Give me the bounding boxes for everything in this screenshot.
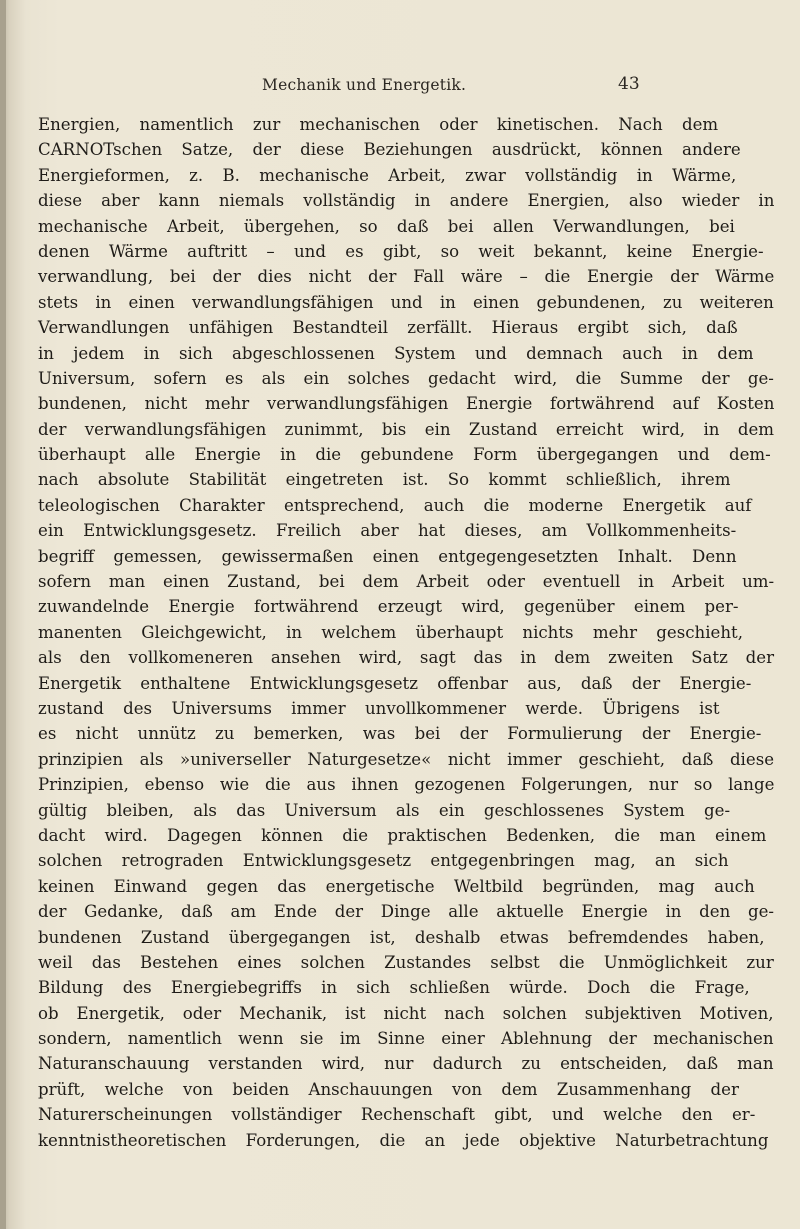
text-line: sondern, namentlich wenn sie im Sinne einer Ablehnung der mechanischen	[38, 1029, 774, 1049]
text-line: denen Wärme auftritt – und es gibt, so weit bekannt, keine Energie-	[38, 241, 764, 261]
text-line: es nicht unnütz zu bemerken, was bei der Formulierung der Energie-	[38, 724, 762, 744]
text-line: der verwandlungsfähigen zunimmt, bis ein Zustand erreicht wird, in dem	[38, 419, 775, 439]
text-line: bundenen Zustand übergegangen ist, deshalb etwas befremdendes haben,	[38, 927, 765, 947]
text-line: der Gedanke, daß am Ende der Dinge alle aktuelle Energie in den ge-	[38, 902, 775, 922]
text-line: mechanische Arbeit, übergehen, so daß bei allen Verwandlungen, bei	[38, 216, 735, 236]
text-line: begriff gemessen, gewissermaßen einen entgegengesetzten Inhalt. Denn	[38, 546, 737, 566]
text-line: dacht wird. Dagegen können die praktischen Bedenken, die man einem	[38, 825, 767, 845]
text-line: verwandlung, bei der dies nicht der Fall wäre – die Energie der Wärme	[38, 267, 775, 287]
page-number: 43	[618, 74, 640, 94]
text-line: als den vollkomeneren ansehen wird, sagt das in dem zweiten Satz der	[38, 648, 775, 668]
text-line: zuwandelnde Energie fortwährend erzeugt wird, gegenüber einem per-	[38, 597, 739, 617]
text-line: Verwandlungen unfähigen Bestandteil zerfällt. Hieraus ergibt sich, daß	[38, 318, 738, 338]
text-line: prinzipien als »universeller Naturgesetze« nicht immer geschieht, daß diese	[38, 749, 775, 769]
spine-shadow	[0, 0, 6, 1229]
text-line: Universum, sofern es als ein solches gedacht wird, die Summe der ge-	[38, 368, 774, 388]
text-line: nach absolute Stabilität eingetreten ist. So kommt schließlich, ihrem	[38, 470, 731, 490]
text-line: ob Energetik, oder Mechanik, ist nicht nach solchen subjektiven Motiven,	[38, 1003, 774, 1023]
text-line: zustand des Universums immer unvollkommener werde. Übrigens ist	[38, 698, 720, 718]
text-line: Energien, namentlich zur mechanischen oder kinetischen. Nach dem	[38, 115, 719, 134]
text-line: Energieformen, z. B. mechanische Arbeit, zwar vollständig in Wärme,	[38, 165, 737, 185]
text-line: manenten Gleichgewicht, in welchem überhaupt nichts mehr geschieht,	[38, 622, 743, 642]
text-line: stets in einen verwandlungsfähigen und in einen gebundenen, zu weiteren	[38, 292, 774, 312]
text-line: sofern man einen Zustand, bei dem Arbeit oder eventuell in Arbeit um-	[38, 572, 775, 592]
body-text	[38, 112, 774, 1153]
text-line: Energetik enthaltene Entwicklungsgesetz offenbar aus, daß der Energie-	[38, 673, 752, 693]
text-line: Bildung des Energiebegriffs in sich schließen würde. Doch die Frage,	[38, 978, 750, 998]
text-line: kenntnistheoretischen Forderungen, die an jede objektive Naturbetrachtung	[38, 1130, 769, 1150]
text-line: CARNOTschen Satze, der diese Beziehungen ausdrückt, können andere	[38, 140, 741, 160]
text-line: solchen retrograden Entwicklungsgesetz entgegenbringen mag, an sich	[38, 851, 729, 871]
running-title: Mechanik und Energetik.	[262, 76, 467, 94]
text-line: Naturerscheinungen vollständiger Rechenschaft gibt, und welche den er-	[38, 1105, 756, 1125]
text-line: bundenen, nicht mehr verwandlungsfähigen Energie fortwährend auf Kosten	[38, 394, 775, 414]
text-line: weil das Bestehen eines solchen Zustandes selbst die Unmöglichkeit zur	[38, 952, 774, 972]
text-line: keinen Einwand gegen das energetische Weltbild begründen, mag auch	[38, 876, 755, 896]
text-line: Prinzipien, ebenso wie die aus ihnen gezogenen Folgerungen, nur so lange	[38, 775, 775, 795]
text-line: prüft, welche von beiden Anschauungen von dem Zusammenhang der	[38, 1079, 739, 1099]
text-line: diese aber kann niemals vollständig in andere Energien, also wieder in	[38, 191, 775, 211]
text-line: Naturanschauung verstanden wird, nur dadurch zu entscheiden, daß man	[38, 1054, 774, 1074]
text-line: gültig bleiben, als das Universum als ein geschlossenes System ge-	[38, 800, 731, 820]
text-line: ein Entwicklungsgesetz. Freilich aber hat dieses, am Vollkommenheits-	[38, 521, 737, 541]
text-line: in jedem in sich abgeschlossenen System und demnach auch in dem	[38, 343, 754, 363]
running-head	[0, 76, 800, 100]
text-line: überhaupt alle Energie in die gebundene Form übergegangen und dem-	[38, 445, 771, 465]
text-line: teleologischen Charakter entsprechend, auch die moderne Energetik auf	[38, 495, 752, 515]
